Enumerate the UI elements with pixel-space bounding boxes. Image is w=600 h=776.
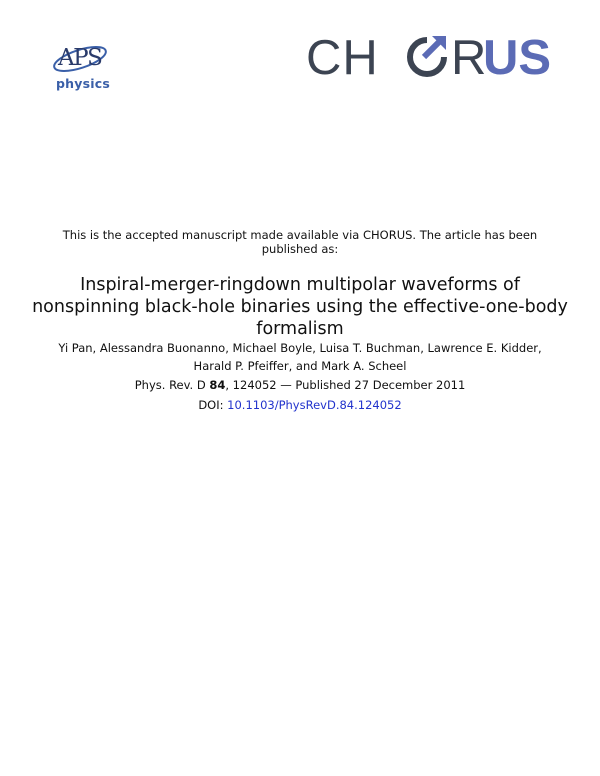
- svg-text:CH: CH: [306, 31, 379, 84]
- article-title: Inspiral-merger-ringdown multipolar waveforms of nonspinning black-hole binaries using the effective-one-body formalism: [32, 275, 568, 339]
- chorus-logo: [306, 30, 558, 84]
- article-doi: [40, 396, 560, 414]
- pages-and-date: , 124052 — Published 27 December 2011: [225, 378, 466, 392]
- journal-volume: 84: [209, 378, 226, 392]
- chorus-arrow-o-icon: [410, 36, 446, 74]
- physics-logo-text: physics: [56, 76, 110, 91]
- chorus-notice: This is the accepted manuscript made available via CHORUS. The article has been published as:: [62, 228, 538, 256]
- doi-link[interactable]: 10.1103/PhysRevD.84.124052: [227, 398, 402, 412]
- svg-text:US: US: [483, 31, 552, 84]
- article-authors: Yi Pan, Alessandra Buonanno, Michael Boyle, Luisa T. Buchman, Lawrence E. Kidder, Harald P. Pfeiffer, and Mark A. Scheel: [58, 341, 542, 373]
- aps-physics-logo: [50, 40, 120, 96]
- journal-name: Phys. Rev. D: [134, 378, 210, 392]
- aps-logo-text: APS: [58, 45, 102, 71]
- chorus-wordmark: [306, 30, 558, 84]
- doi-label: DOI:: [198, 398, 228, 412]
- article-citation: [40, 376, 560, 394]
- svg-text:R: R: [451, 31, 487, 84]
